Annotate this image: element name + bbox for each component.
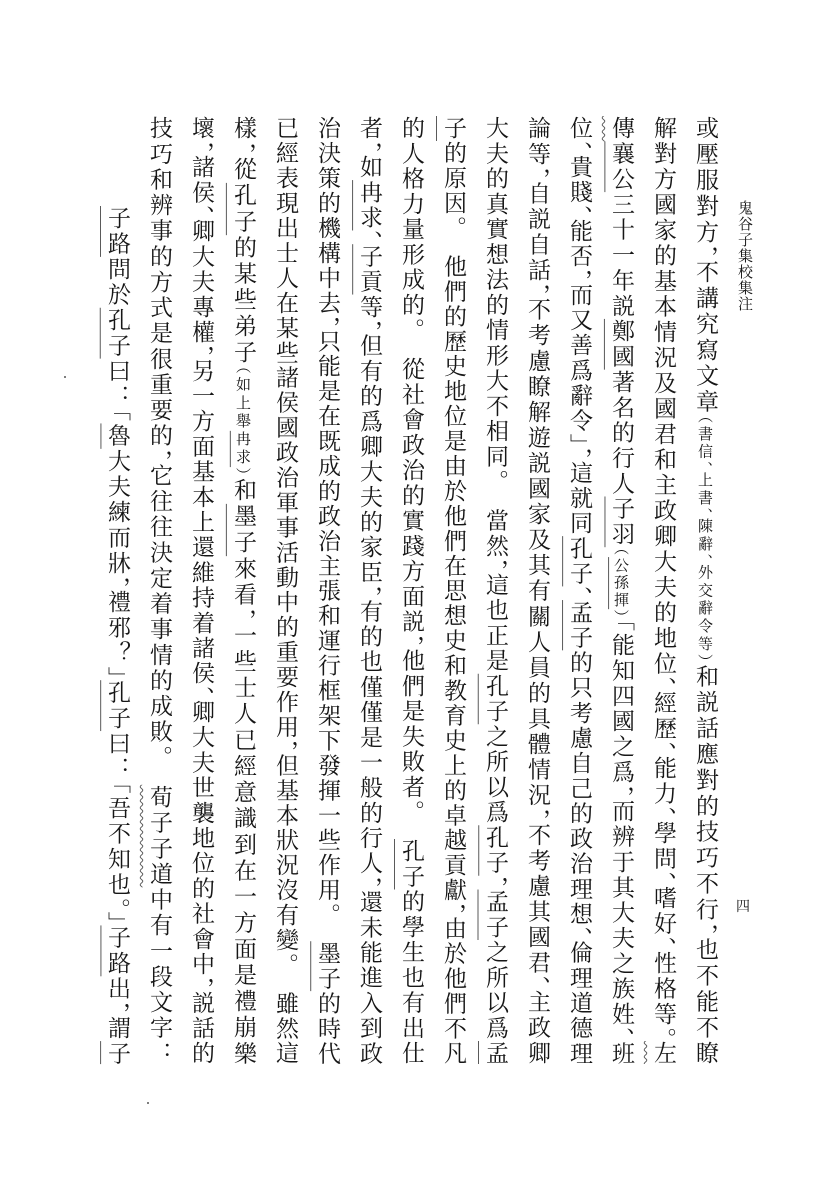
- proper-name: 墨子: [230, 503, 256, 557]
- text-run: 壞，諸侯、卿大夫專權，另一方面基本上還維持着諸侯、卿大夫世襲地位的社會中，説話的: [188, 116, 214, 1064]
- text-column: [312, 116, 342, 1064]
- text-run: 的學生也有出仕: [398, 889, 424, 1064]
- proper-name: 鄭國: [608, 318, 634, 370]
- inline-note: （書信、上書、陳辭、外交辭令等）: [696, 415, 714, 665]
- proper-name: 孔子: [104, 680, 130, 732]
- inline-note-proper-name: 公孫揮: [612, 557, 630, 610]
- text-run: 「能知四國之爲，而辨于其大夫之族姓、班: [608, 619, 634, 1065]
- text-column: [648, 116, 678, 1064]
- text-run: 的人格力量形成的。 從社會政治的實踐方面説，他們是失敗者。: [398, 116, 424, 839]
- proper-name: 孔子: [230, 182, 256, 236]
- inline-note: ）: [234, 467, 252, 478]
- text-run: 之所以爲: [482, 940, 508, 1041]
- text-run: 解對方國家的基本情況及國君和主政卿大夫的地位、經歷、能力、學問、嗜好、性格等。: [650, 116, 676, 1041]
- text-run: 、: [566, 586, 592, 601]
- proper-name: 孔子: [482, 673, 508, 725]
- book-title: 傳: [608, 116, 634, 142]
- text-run: 著名的行人: [608, 369, 634, 497]
- block-quote-column: [102, 206, 132, 1064]
- text-run: 的時代: [314, 991, 340, 1065]
- inline-note: ）: [612, 609, 630, 620]
- proper-name: 子羽: [608, 496, 634, 548]
- text-run: 、: [356, 230, 382, 245]
- proper-name: 子路: [104, 925, 130, 977]
- inline-note: （如上舉: [234, 365, 252, 431]
- text-run: 技巧和辨事的方式是很重要的，它往往決定着事情的成敗。: [146, 116, 172, 785]
- book-title: 荀子子道: [146, 784, 172, 888]
- text-column: [144, 116, 174, 1064]
- proper-name: 子貢: [356, 244, 382, 295]
- text-column: [186, 116, 216, 1064]
- proper-name: 孟子: [566, 600, 592, 651]
- text-run: 和説話應對的技巧不行，也不能不瞭: [692, 664, 718, 1065]
- proper-name: 孔子: [482, 825, 508, 876]
- inline-note-proper-name: 冉求: [234, 430, 252, 468]
- text-run: 論等，自説自話，不考慮瞭解遊説國家及其有關人員的具體情況，不考慮其國君、主政卿: [524, 116, 550, 1064]
- proper-name: 魯: [104, 423, 130, 449]
- scan-speck: [147, 1102, 149, 1104]
- proper-name: 孔子: [566, 536, 592, 587]
- text-run: 曰：「: [104, 358, 130, 424]
- text-run: 中有一段文字：: [146, 887, 172, 1065]
- proper-name: 孔子: [104, 307, 130, 359]
- text-run: 和: [230, 477, 256, 504]
- proper-name: 襄公: [608, 141, 634, 193]
- text-column: [270, 116, 300, 1064]
- text-column: [396, 116, 426, 1064]
- text-run: 的只考慮自己的政治理想、倫理道德理: [566, 650, 592, 1065]
- text-column: [438, 116, 468, 1064]
- text-run: 位、貴賤、能否，而又善爲辭令」，這就同: [566, 116, 592, 537]
- text-column: [228, 116, 258, 1064]
- text-column: [606, 116, 636, 1064]
- text-run: 大夫的真實想法的情形大不相同。 當然，這也正是: [482, 116, 508, 674]
- text-run: 治決策的機構中去，只能是在既成的政治主張和運行框架下發揮一些作用。: [314, 116, 340, 942]
- text-column: [564, 116, 594, 1064]
- inline-note: （: [612, 547, 630, 558]
- text-column: [480, 116, 510, 1064]
- text-run: 出，謂: [104, 976, 130, 1042]
- text-run: 問於: [104, 256, 130, 308]
- text-run: 曰：「吾不知也。」: [104, 731, 130, 926]
- text-run: 樣，從: [230, 116, 256, 183]
- proper-name: 孟: [482, 1041, 508, 1064]
- text-run: 大夫練而牀，禮邪？」: [104, 448, 130, 681]
- text-run: 三十一年説: [608, 192, 634, 319]
- scan-speck: [64, 376, 66, 378]
- text-run: 或壓服對方，不講究寫文章: [692, 116, 718, 416]
- book-title: 左: [650, 1041, 676, 1064]
- text-run: 者，如: [356, 116, 382, 181]
- running-title: 鬼谷子集校集注: [736, 200, 754, 312]
- proper-name: 冉求: [356, 180, 382, 231]
- text-run: 已經表現出士人在某些諸侯國政治軍事活動中的重要作用，但基本狀況沒有變。 雖然這: [272, 116, 298, 1064]
- page-number: 四: [736, 899, 750, 915]
- text-run: ，: [482, 875, 508, 890]
- proper-name: 墨子: [314, 941, 340, 992]
- text-column: [354, 116, 384, 1064]
- text-run: 之所以爲: [482, 724, 508, 826]
- text-run: 等，但有的爲卿大夫的家臣，有的也僅僅是一般的行人，還未能進入到政: [356, 294, 382, 1065]
- proper-name: 子: [440, 116, 466, 141]
- proper-name: 孔子: [398, 839, 424, 890]
- text-column: [522, 116, 552, 1064]
- proper-name: 孟子: [482, 889, 508, 940]
- text-run: 的某些弟子: [230, 235, 256, 366]
- text-column: [690, 116, 720, 1064]
- text-run: 來看，一些士人已經意識到在一方面是禮崩樂: [230, 556, 256, 1065]
- proper-name: 子路: [104, 206, 130, 257]
- proper-name: 子: [104, 1041, 130, 1065]
- text-run: 的原因。 他們的歷史地位是由於他們在思想史和教育史上的卓越貢獻，由於他們不凡: [440, 140, 466, 1065]
